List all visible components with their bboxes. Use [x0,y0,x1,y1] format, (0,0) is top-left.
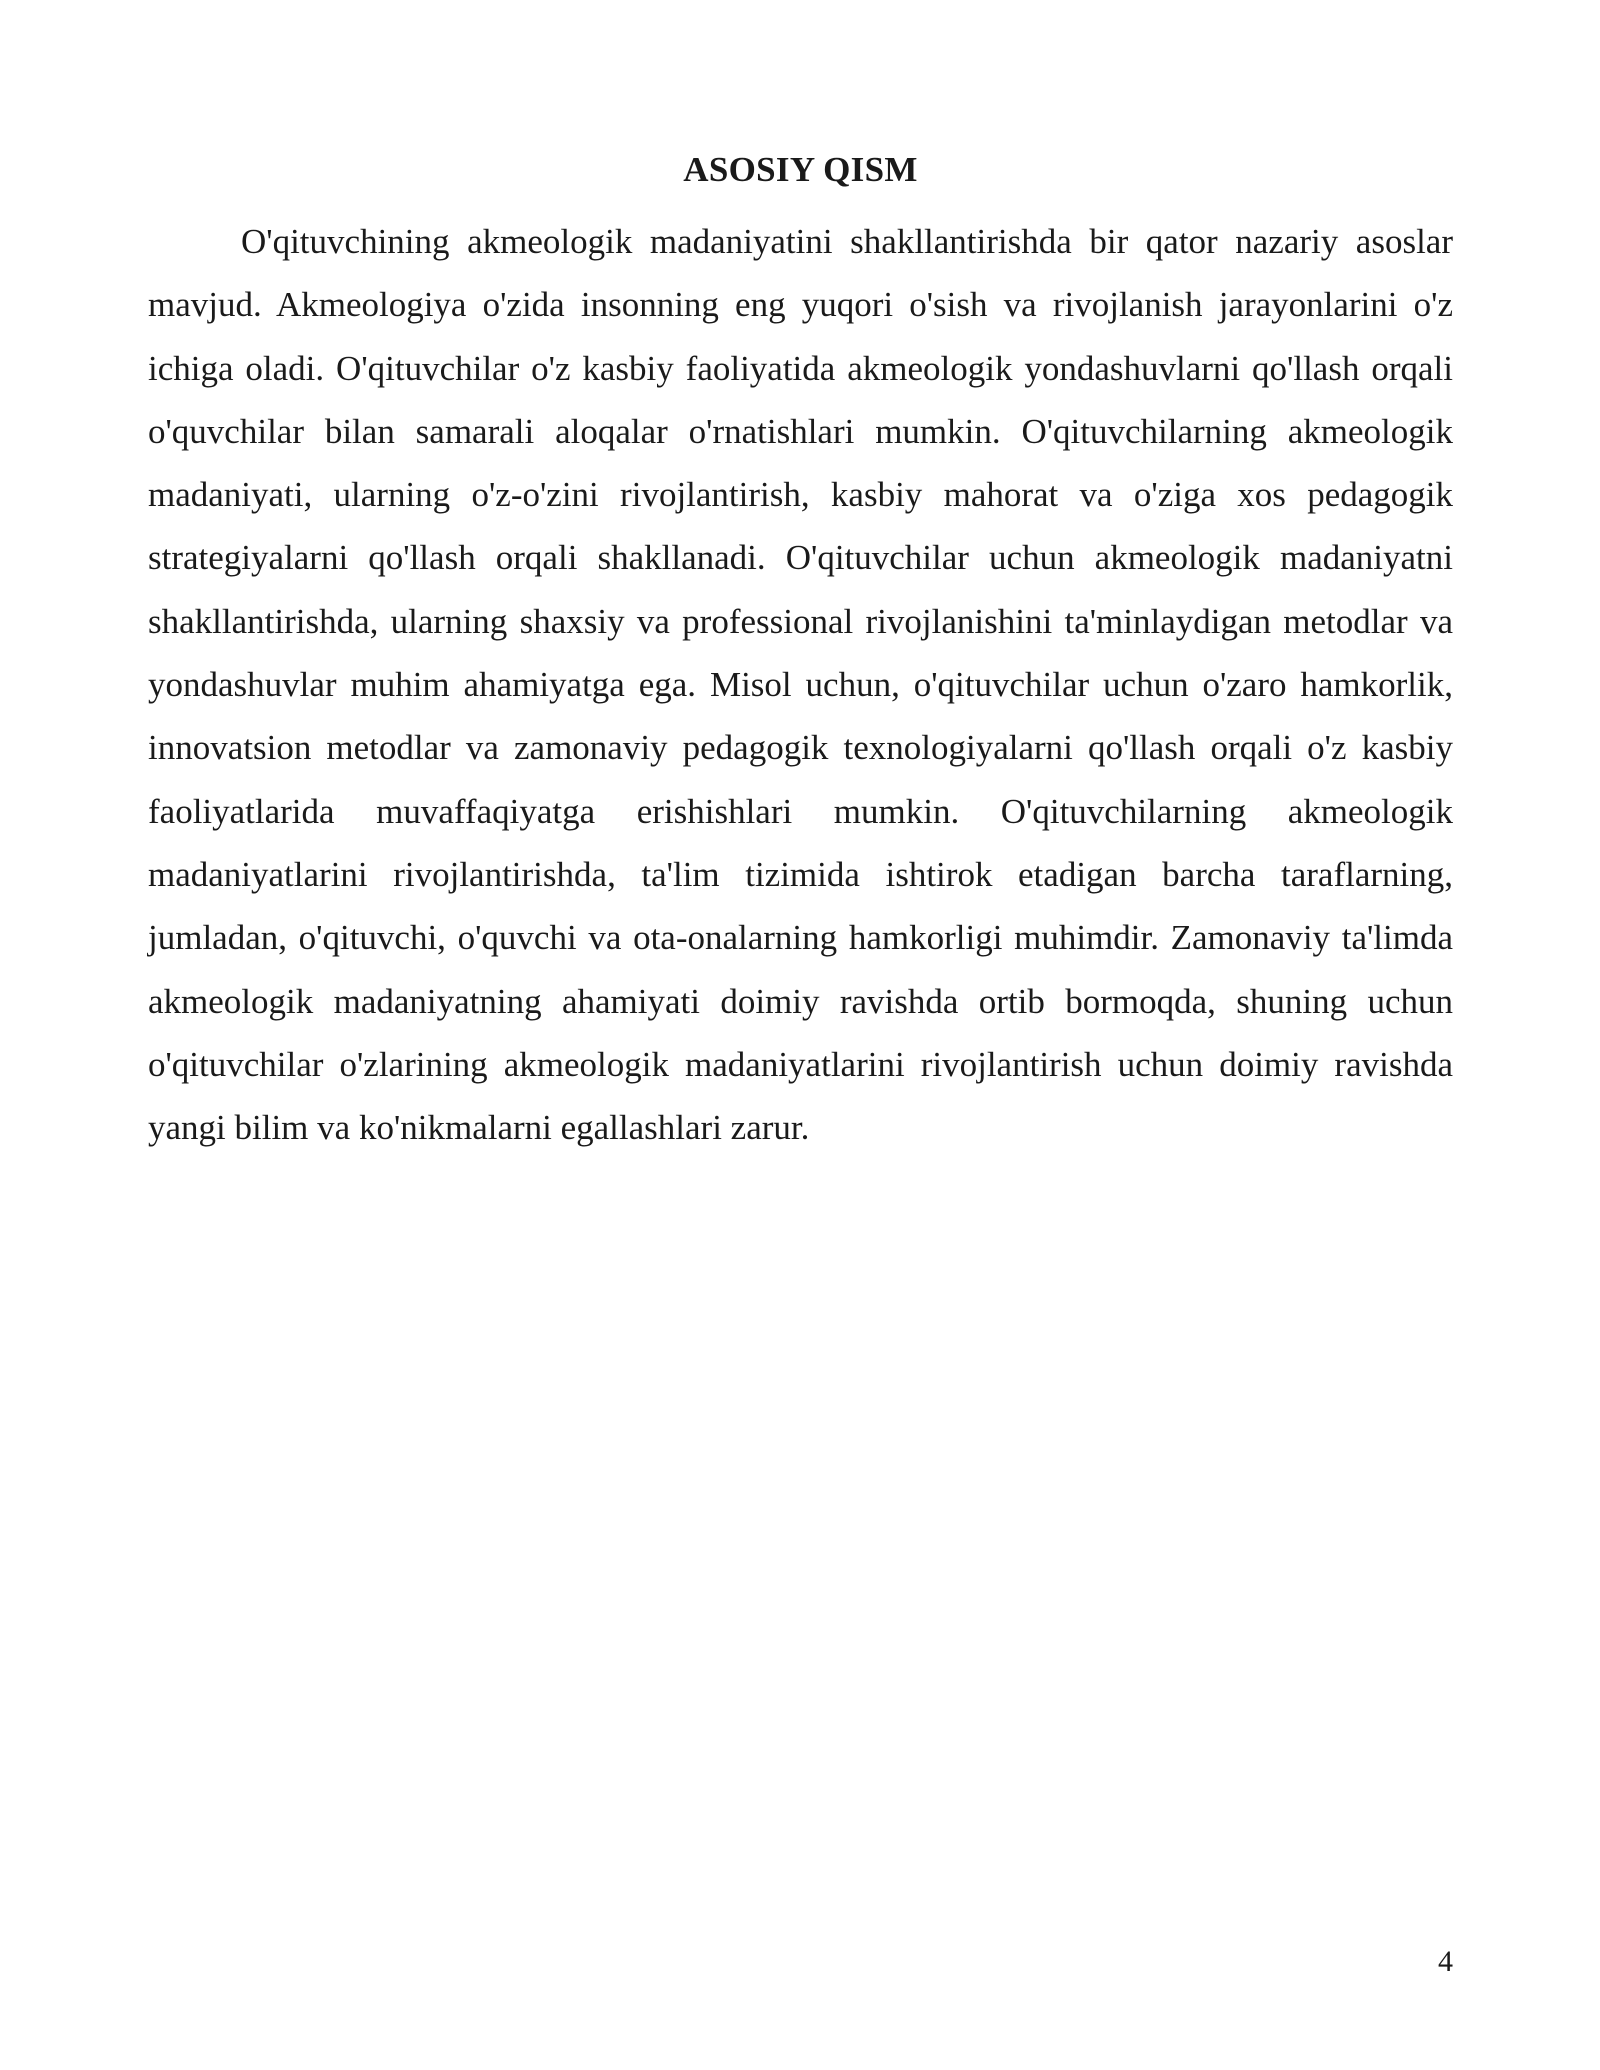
section-heading: ASOSIY QISM [683,150,918,189]
page-number: 4 [1438,1945,1453,1978]
body-paragraph: O'qituvchining akmeologik madaniyatini shakllantirishda bir qator nazariy asoslar mavjud. Akmeologiya o'zida insonning eng yuqori o'sish va rivojlanish jarayonlarini o'z ichiga oladi. O'qituvchilar o'z kasbiy faoliyatida akmeologik yondashuvlarni qo'llash orqali o'quvchilar bilan samarali aloqalar o'rnatishlari mumkin. O'qituvchilarning akmeologik madaniyati, ularning o'z-o'zini rivojlantirish, kasbiy mahorat va o'ziga xos pedagogik strategiyalarni qo'llash orqali shakllanadi. O'qituvchilar uchun akmeologik madaniyatni shakllantirishda, ularning shaxsiy va professional rivojlanishini ta'minlaydigan metodlar va yondashuvlar muhim ahamiyatga ega. Misol uchun, o'qituvchilar uchun o'zaro hamkorlik, innovatsion metodlar va zamonaviy pedagogik texnologiyalarni qo'llash orqali o'z kasbiy faoliyatlarida muvaffaqiyatga erishishlari mumkin. O'qituvchilarning akmeologik madaniyatlarini rivojlantirishda, ta'lim tizimida ishtirok etadigan barcha taraflarning, jumladan, o'qituvchi, o'quvchi va ota-onalarning hamkorligi muhimdir. Zamonaviy ta'limda akmeologik madaniyatning ahamiyati doimiy ravishda ortib bormoqda, shuning uchun o'qituvchilar o'zlarining akmeologik madaniyatlarini rivojlantirish uchun doimiy ravishda yangi bilim va ko'nikmalarni egallashlari zarur. [148,222,1453,1148]
page-content [148,140,1453,1159]
